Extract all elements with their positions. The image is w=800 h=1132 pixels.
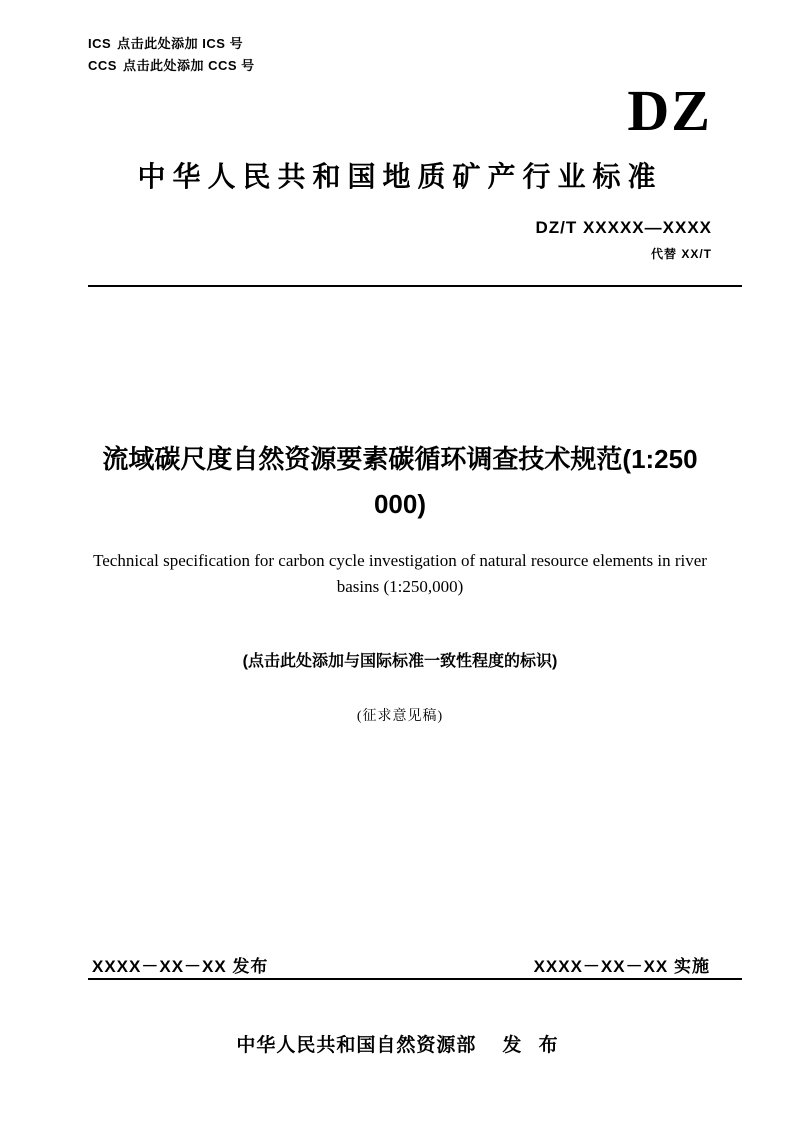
ccs-code-row [88, 55, 255, 77]
implementation-date: XXXX－XX－XX 实施 [533, 957, 710, 976]
page-title: 中华人民共和国地质矿产行业标准 [137, 161, 663, 192]
issue-date: XXXX－XX－XX 发布 [92, 957, 269, 976]
document-title-english: Technical specification for carbon cycle investigation of natural resource elements in river basins (1:250,000) [93, 551, 707, 596]
footer-divider [88, 978, 742, 980]
header-divider [88, 285, 742, 287]
publisher-organization: 中华人民共和国自然资源部 [236, 1035, 477, 1056]
classification-codes [88, 33, 255, 77]
replaced-standard: 代替 XX/T [650, 247, 712, 261]
ics-value[interactable]: 点击此处添加 ICS 号 [117, 36, 244, 51]
standard-number: DZ/T XXXXX—XXXX [535, 218, 712, 237]
document-title-chinese: 流域碳尺度自然资源要素碳循环调查技术规范(1:250 000) [102, 444, 698, 519]
dz-emblem: DZ [627, 78, 712, 143]
international-consistency-note[interactable]: (点击此处添加与国际标准一致性程度的标识) [242, 653, 558, 670]
ccs-label: CCS [88, 58, 117, 73]
ics-code-row [88, 33, 255, 55]
publisher-action: 发 布 [502, 1035, 564, 1056]
draft-status-note: (征求意见稿) [356, 709, 444, 724]
publisher-line [100, 1030, 700, 1057]
ccs-value[interactable]: 点击此处添加 CCS 号 [122, 58, 255, 73]
ics-label: ICS [88, 36, 112, 51]
